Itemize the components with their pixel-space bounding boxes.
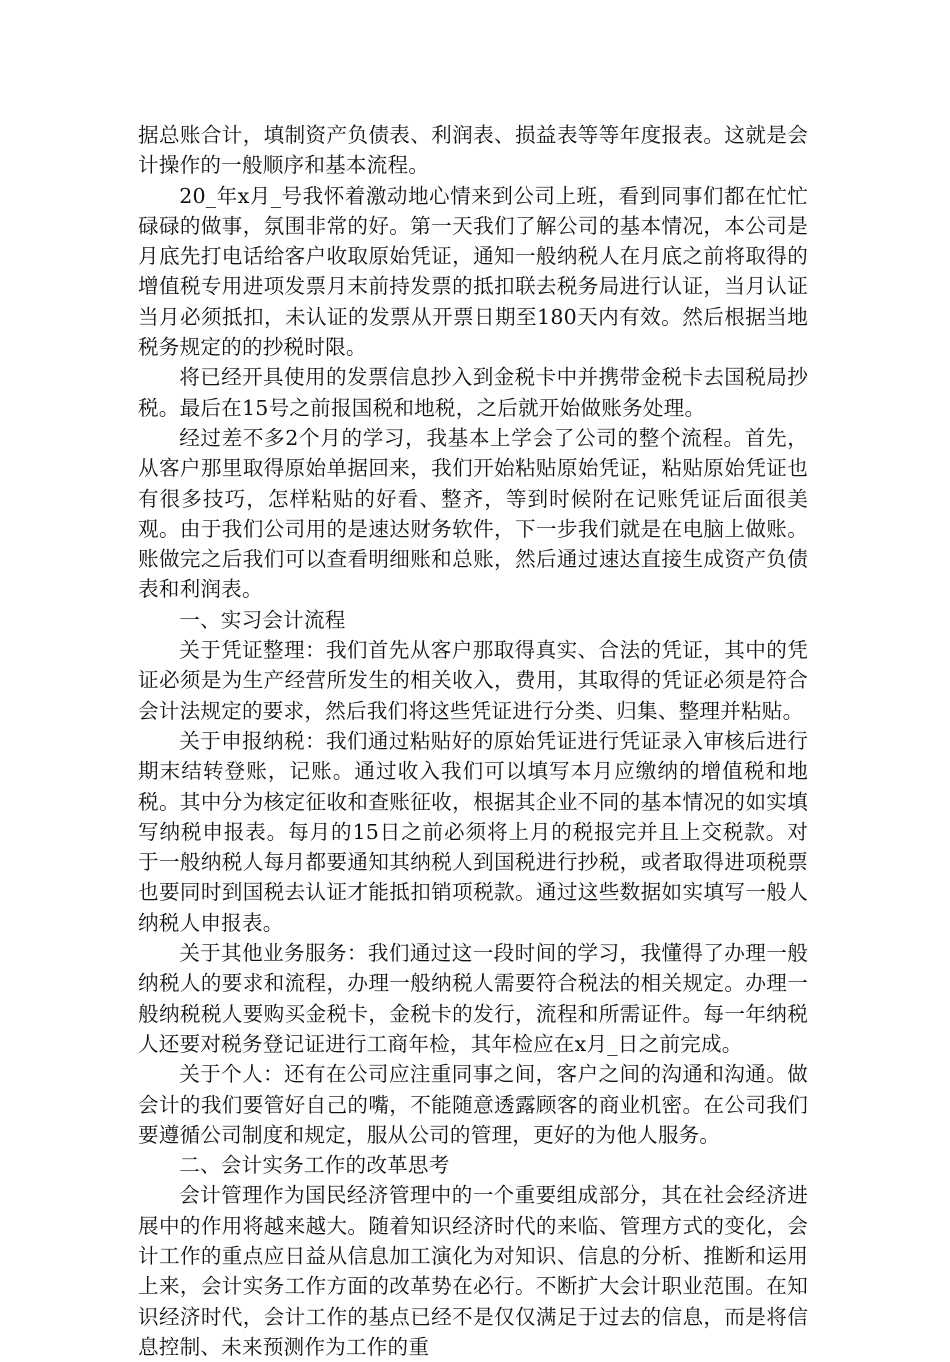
paragraph-4: 经过差不多2个月的学习，我基本上学会了公司的整个流程。首先，从客户那里取得原始单据回来，我们开始粘贴原始凭证，粘贴原始凭证也有很多技巧，怎样粘贴的好看、整齐，等到时候附在记账凭证后面很美观。由于我们公司用的是速达财务软件，下一步我们就是在电脑上做账。账做完之后我们可以查看明细账和总账，然后通过速达直接生成资产负债表和利润表。 xyxy=(138,425,808,602)
paragraph-voucher: 关于凭证整理：我们首先从客户那取得真实、合法的凭证，其中的凭证必须是为生产经营所发生的相关收入，费用，其取得的凭证必须是符合会计法规定的要求，然后我们将这些凭证进行分类、归集、整理并粘贴。 xyxy=(138,638,808,723)
paragraph-tax-filing: 关于申报纳税：我们通过粘贴好的原始凭证进行凭证录入审核后进行期末结转登账，记账。通过收入我们可以填写本月应缴纳的增值税和地税。其中分为核定征收和查账征收，根据其企业不同的基本情况的如实填写纳税申报表。每月的15日之前必须将上月的税报完并且上交税款。对于一般纳税人每月都要通知其纳税人到国税进行抄税，或者取得进项税票也要同时到国税去认证才能抵扣销项税款。通过这些数据如实填写一般人纳税人申报表。 xyxy=(138,728,808,935)
paragraph-2: 20_年x月_号我怀着激动地心情来到公司上班，看到同事们都在忙忙碌碌的做事，氛围非常的好。第一天我们了解公司的基本情况，本公司是月底先打电话给客户收取原始凭证，通知一般纳税人在月底之前将取得的增值税专用进项发票月末前持发票的抵扣联去税务局进行认证，当月认证当月必须抵扣，未认证的发票从开票日期至180天内有效。然后根据当地税务规定的的抄税时限。 xyxy=(138,183,808,360)
section-heading-2: 二、会计实务工作的改革思考 xyxy=(179,1153,450,1178)
paragraph-personal: 关于个人：还有在公司应注重同事之间，客户之间的沟通和沟通。做会计的我们要管好自己的嘴，不能随意透露顾客的商业机密。在公司我们要遵循公司制度和规定，服从公司的管理，更好的为他人服务。 xyxy=(138,1062,808,1147)
section-heading-1: 一、实习会计流程 xyxy=(179,607,346,632)
document-page xyxy=(138,120,808,1362)
paragraph-3: 将已经开具使用的发票信息抄入到金税卡中并携带金税卡去国税局抄税。最后在15号之前报国税和地税，之后就开始做账务处理。 xyxy=(138,365,808,420)
paragraph-other-services: 关于其他业务服务：我们通过这一段时间的学习，我懂得了办理一般纳税人的要求和流程，办理一般纳税人需要符合税法的相关规定。办理一般纳税税人要购买金税卡，金税卡的发行，流程和所需证件。每一年纳税人还要对税务登记证进行工商年检，其年检应在x月_日之前完成。 xyxy=(138,941,808,1056)
paragraph-reform: 会计管理作为国民经济管理中的一个重要组成部分，其在社会经济进展中的作用将越来越大。随着知识经济时代的来临、管理方式的变化，会计工作的重点应日益从信息加工演化为对知识、信息的分析、推断和运用上来，会计实务工作方面的改革势在必行。不断扩大会计职业范围。在知识经济时代，会计工作的基点已经不是仅仅满足于过去的信息，而是将信息控制、未来预测作为工作的重 xyxy=(138,1183,808,1359)
paragraph-1: 据总账合计，填制资产负债表、利润表、损益表等等年度报表。这就是会计操作的一般顺序和基本流程。 xyxy=(138,123,808,178)
